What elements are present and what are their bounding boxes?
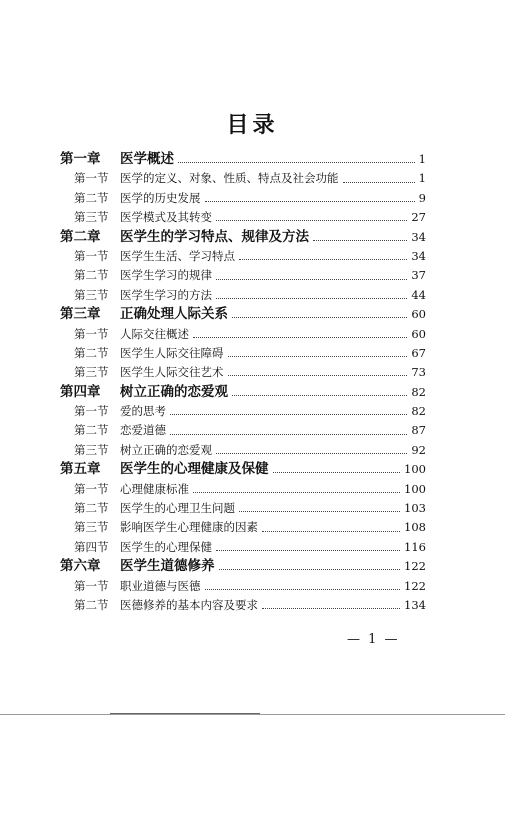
toc-entry-title: 医学生生活、学习特点 bbox=[120, 248, 235, 263]
toc-entry-page: 100 bbox=[404, 481, 426, 496]
toc-section-row bbox=[60, 189, 426, 208]
toc-leader-dots bbox=[216, 549, 400, 551]
toc-leader-dots bbox=[239, 510, 400, 512]
toc-entry-number: 第四章 bbox=[60, 383, 101, 400]
toc-section-row bbox=[60, 247, 426, 266]
toc-leader-dots bbox=[232, 316, 407, 318]
toc-leader-dots bbox=[232, 394, 407, 396]
toc-leader-dots bbox=[273, 471, 401, 473]
scan-artifact-line-dark bbox=[110, 713, 260, 714]
toc-section-row bbox=[60, 577, 426, 596]
toc-entry-number: 第二节 bbox=[74, 190, 109, 205]
toc-entry-number: 第三节 bbox=[74, 442, 109, 457]
toc-leader-dots bbox=[219, 568, 401, 570]
toc-entry-page: 108 bbox=[404, 520, 426, 535]
toc-section-row bbox=[60, 266, 426, 285]
toc-entry-title: 医学生道德修养 bbox=[120, 558, 215, 575]
toc-leader-dots bbox=[205, 588, 401, 590]
toc-entry-page: 122 bbox=[404, 578, 426, 593]
toc-section-row bbox=[60, 402, 426, 421]
toc-section-row bbox=[60, 421, 426, 440]
toc-entry-page: 87 bbox=[411, 423, 426, 438]
toc-entry-page: 134 bbox=[404, 597, 426, 612]
toc-entry-page: 100 bbox=[404, 462, 426, 477]
toc-entry-number: 第二章 bbox=[60, 228, 101, 245]
toc-entry-page: 82 bbox=[411, 404, 426, 419]
toc-entry-page: 9 bbox=[418, 190, 426, 205]
toc-section-row bbox=[60, 363, 426, 382]
toc-section-row bbox=[60, 344, 426, 363]
toc-section-row bbox=[60, 518, 426, 537]
toc-leader-dots bbox=[228, 355, 408, 357]
toc-leader-dots bbox=[178, 161, 415, 163]
toc-entry-title: 树立正确的恋爱观 bbox=[120, 442, 212, 457]
toc-leader-dots bbox=[216, 297, 407, 299]
toc-entry-number: 第四节 bbox=[74, 539, 109, 554]
toc-entry-page: 67 bbox=[411, 345, 426, 360]
toc-section-row bbox=[60, 538, 426, 557]
toc-entry-title: 医学生的心理健康及保健 bbox=[120, 461, 269, 478]
toc-entry-number: 第三节 bbox=[74, 210, 109, 225]
toc-section-row bbox=[60, 480, 426, 499]
toc-entry-page: 1 bbox=[418, 152, 426, 166]
toc-entry-title: 医学生的心理卫生问题 bbox=[120, 501, 235, 516]
toc-entry-number: 第二节 bbox=[74, 423, 109, 438]
page-number: — 1 — bbox=[347, 632, 400, 647]
toc-entry-number: 第二节 bbox=[74, 501, 109, 516]
toc-entry-number: 第二节 bbox=[74, 345, 109, 360]
toc-chapter-row bbox=[60, 460, 426, 479]
toc-leader-dots bbox=[170, 433, 407, 435]
toc-entry-page: 82 bbox=[411, 384, 426, 399]
toc-section-row bbox=[60, 169, 426, 188]
toc-leader-dots bbox=[205, 200, 415, 202]
toc-entry-title: 医学生学习的方法 bbox=[120, 287, 212, 302]
toc-entry-page: 44 bbox=[411, 287, 426, 302]
toc-entry-title: 人际交往概述 bbox=[120, 326, 189, 341]
toc-entry-page: 34 bbox=[411, 229, 426, 244]
table-of-contents bbox=[60, 150, 426, 615]
toc-entry-number: 第一节 bbox=[74, 171, 109, 186]
toc-entry-title: 爱的思考 bbox=[120, 404, 166, 419]
toc-entry-number: 第二节 bbox=[74, 268, 109, 283]
toc-chapter-row bbox=[60, 305, 426, 324]
toc-entry-title: 医学的历史发展 bbox=[120, 190, 201, 205]
toc-section-row bbox=[60, 208, 426, 227]
toc-leader-dots bbox=[313, 239, 407, 241]
toc-entry-title: 医学模式及其转变 bbox=[120, 210, 212, 225]
toc-entry-page: 1 bbox=[418, 171, 426, 186]
toc-entry-title: 正确处理人际关系 bbox=[120, 306, 228, 323]
toc-entry-title: 影响医学生心理健康的因素 bbox=[120, 520, 258, 535]
toc-entry-number: 第一节 bbox=[74, 248, 109, 263]
toc-leader-dots bbox=[170, 413, 407, 415]
toc-entry-page: 60 bbox=[411, 307, 426, 322]
toc-section-row bbox=[60, 286, 426, 305]
scan-artifact-line bbox=[0, 714, 505, 715]
toc-entry-number: 第二节 bbox=[74, 597, 109, 612]
toc-entry-title: 心理健康标准 bbox=[120, 481, 189, 496]
toc-leader-dots bbox=[239, 258, 407, 260]
toc-entry-number: 第三节 bbox=[74, 520, 109, 535]
toc-entry-number: 第一节 bbox=[74, 404, 109, 419]
toc-entry-title: 医学概述 bbox=[120, 151, 174, 167]
toc-entry-page: 34 bbox=[411, 248, 426, 263]
toc-entry-title: 医学生的心理保健 bbox=[120, 539, 212, 554]
toc-entry-page: 60 bbox=[411, 326, 426, 341]
toc-entry-page: 116 bbox=[404, 539, 426, 554]
toc-entry-number: 第五章 bbox=[60, 461, 101, 478]
toc-leader-dots bbox=[216, 452, 407, 454]
toc-entry-page: 73 bbox=[411, 365, 426, 380]
toc-entry-number: 第六章 bbox=[60, 558, 101, 575]
toc-entry-number: 第三节 bbox=[74, 365, 109, 380]
toc-chapter-row bbox=[60, 150, 426, 169]
toc-entry-title: 恋爱道德 bbox=[120, 423, 166, 438]
toc-entry-page: 103 bbox=[404, 501, 426, 516]
toc-chapter-row bbox=[60, 557, 426, 576]
toc-entry-number: 第一节 bbox=[74, 578, 109, 593]
toc-entry-title: 医德修养的基本内容及要求 bbox=[120, 597, 258, 612]
toc-leader-dots bbox=[193, 336, 407, 338]
toc-leader-dots bbox=[193, 491, 400, 493]
toc-chapter-row bbox=[60, 383, 426, 402]
toc-entry-title: 医学生的学习特点、规律及方法 bbox=[120, 228, 309, 245]
toc-leader-dots bbox=[262, 530, 400, 532]
toc-leader-dots bbox=[343, 181, 415, 183]
toc-entry-page: 27 bbox=[411, 210, 426, 225]
toc-entry-number: 第一节 bbox=[74, 326, 109, 341]
toc-entry-page: 37 bbox=[411, 268, 426, 283]
toc-section-row bbox=[60, 499, 426, 518]
toc-entry-title: 医学生人际交往艺术 bbox=[120, 365, 224, 380]
toc-entry-title: 医学生学习的规律 bbox=[120, 268, 212, 283]
toc-entry-title: 医学的定义、对象、性质、特点及社会功能 bbox=[120, 171, 339, 186]
toc-entry-number: 第三节 bbox=[74, 287, 109, 302]
toc-entry-number: 第一章 bbox=[60, 151, 101, 167]
toc-entry-number: 第三章 bbox=[60, 306, 101, 323]
toc-section-row bbox=[60, 441, 426, 460]
toc-entry-title: 职业道德与医德 bbox=[120, 578, 201, 593]
toc-entry-title: 树立正确的恋爱观 bbox=[120, 383, 228, 400]
toc-leader-dots bbox=[216, 219, 407, 221]
toc-entry-page: 92 bbox=[411, 442, 426, 457]
toc-leader-dots bbox=[262, 607, 400, 609]
toc-leader-dots bbox=[228, 374, 408, 376]
toc-chapter-row bbox=[60, 228, 426, 247]
toc-leader-dots bbox=[216, 278, 407, 280]
toc-entry-number: 第一节 bbox=[74, 481, 109, 496]
toc-entry-page: 122 bbox=[404, 559, 426, 574]
toc-section-row bbox=[60, 596, 426, 615]
toc-entry-title: 医学生人际交往障碍 bbox=[120, 345, 224, 360]
toc-section-row bbox=[60, 325, 426, 344]
page-title: 目录 bbox=[226, 113, 279, 138]
